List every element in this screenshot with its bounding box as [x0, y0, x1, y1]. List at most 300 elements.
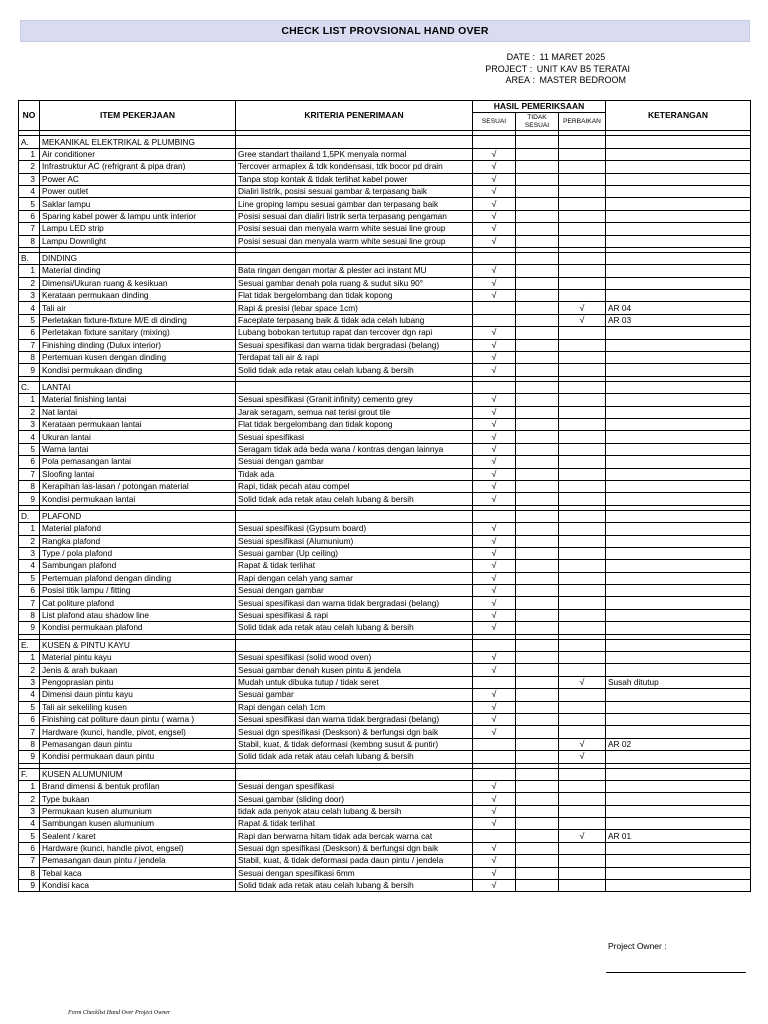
item-pekerjaan: Pengoprasian pintu — [40, 676, 236, 688]
keterangan — [606, 597, 751, 609]
document-meta — [430, 52, 630, 87]
check-tidak-sesuai — [516, 364, 559, 376]
check-sesuai: √ — [473, 585, 516, 597]
empty-cell — [606, 510, 751, 522]
item-pekerjaan: Kondisi permukaan dinding — [40, 364, 236, 376]
check-perbaikan — [559, 290, 606, 302]
kriteria-penerimaan: Sesuai spesifikasi (Alumunium) — [236, 535, 473, 547]
item-number: 4 — [19, 560, 40, 572]
item-number: 6 — [19, 327, 40, 339]
kriteria-penerimaan: Rapi & presisi (lebar space 1cm) — [236, 302, 473, 314]
item-pekerjaan: Type bukaan — [40, 793, 236, 805]
check-sesuai: √ — [473, 622, 516, 634]
empty-cell — [236, 510, 473, 522]
item-number: 4 — [19, 818, 40, 830]
check-sesuai: √ — [473, 805, 516, 817]
check-tidak-sesuai — [516, 210, 559, 222]
keterangan: AR 03 — [606, 314, 751, 326]
check-tidak-sesuai — [516, 480, 559, 492]
kriteria-penerimaan: Gree standart thailand 1,5PK menyala normal — [236, 148, 473, 160]
meta-row: DATE : 11 MARET 2025 — [430, 52, 630, 64]
check-sesuai: √ — [473, 185, 516, 197]
empty-cell — [473, 639, 516, 651]
item-pekerjaan: Nat lantai — [40, 406, 236, 418]
keterangan — [606, 664, 751, 676]
check-perbaikan — [559, 223, 606, 235]
check-sesuai: √ — [473, 406, 516, 418]
kriteria-penerimaan: Solid tidak ada retak atau celah lubang & bersih — [236, 493, 473, 505]
item-number: 7 — [19, 597, 40, 609]
item-number: 1 — [19, 652, 40, 664]
kriteria-penerimaan: Sesuai spesifikasi (Granit infinity) cemento grey — [236, 394, 473, 406]
keterangan — [606, 198, 751, 210]
check-sesuai: √ — [473, 290, 516, 302]
item-pekerjaan: Pola pemasangan lantai — [40, 456, 236, 468]
empty-cell — [473, 768, 516, 780]
section-letter: C. — [19, 381, 40, 393]
meta-row: PROJECT : UNIT KAV B5 TERATAI — [430, 64, 630, 76]
keterangan — [606, 701, 751, 713]
item-number: 4 — [19, 689, 40, 701]
keterangan — [606, 751, 751, 763]
check-sesuai — [473, 751, 516, 763]
item-number: 5 — [19, 701, 40, 713]
item-pekerjaan: Lampu Downlight — [40, 235, 236, 247]
check-tidak-sesuai — [516, 302, 559, 314]
check-sesuai: √ — [473, 235, 516, 247]
table-row — [19, 842, 751, 854]
table-row — [19, 302, 751, 314]
item-pekerjaan: Material dinding — [40, 265, 236, 277]
section-name: DINDING — [40, 252, 236, 264]
meta-row: AREA : MASTER BEDROOM — [430, 75, 630, 87]
keterangan — [606, 468, 751, 480]
table-row — [19, 585, 751, 597]
check-perbaikan — [559, 855, 606, 867]
item-number: 1 — [19, 148, 40, 160]
section-letter: B. — [19, 252, 40, 264]
check-perbaikan — [559, 265, 606, 277]
check-tidak-sesuai — [516, 535, 559, 547]
section-letter: A. — [19, 136, 40, 148]
kriteria-penerimaan: Stabil, kuat, & tidak deformasi pada daun pintu / jendela — [236, 855, 473, 867]
keterangan — [606, 689, 751, 701]
table-row — [19, 314, 751, 326]
item-pekerjaan: Air conditioner — [40, 148, 236, 160]
item-pekerjaan: Material pintu kayu — [40, 652, 236, 664]
check-tidak-sesuai — [516, 339, 559, 351]
check-perbaikan — [559, 277, 606, 289]
check-sesuai — [473, 738, 516, 750]
table-row — [19, 480, 751, 492]
kriteria-penerimaan: Sesuai gambar (sliding door) — [236, 793, 473, 805]
empty-cell — [559, 252, 606, 264]
check-perbaikan — [559, 842, 606, 854]
table-row — [19, 572, 751, 584]
table-row — [19, 855, 751, 867]
check-perbaikan — [559, 523, 606, 535]
check-tidak-sesuai — [516, 148, 559, 160]
table-row — [19, 185, 751, 197]
kriteria-penerimaan: Posisi sesuai dan menyala warm white sesuai line group — [236, 223, 473, 235]
kriteria-penerimaan: tidak ada penyok atau celah lubang & bersih — [236, 805, 473, 817]
check-perbaikan: √ — [559, 830, 606, 842]
item-number: 6 — [19, 210, 40, 222]
check-perbaikan — [559, 609, 606, 621]
item-number: 2 — [19, 277, 40, 289]
item-pekerjaan: Tali air sekeliling kusen — [40, 701, 236, 713]
table-row — [19, 173, 751, 185]
keterangan — [606, 622, 751, 634]
check-tidak-sesuai — [516, 560, 559, 572]
check-sesuai: √ — [473, 523, 516, 535]
item-number: 9 — [19, 493, 40, 505]
table-row — [19, 535, 751, 547]
kriteria-penerimaan: Sesuai spesifikasi dan warna tidak bergradasi (belang) — [236, 597, 473, 609]
item-number: 6 — [19, 842, 40, 854]
empty-cell — [606, 639, 751, 651]
table-row — [19, 880, 751, 892]
check-sesuai: √ — [473, 689, 516, 701]
check-perbaikan: √ — [559, 738, 606, 750]
item-number: 5 — [19, 198, 40, 210]
item-number: 8 — [19, 609, 40, 621]
check-tidak-sesuai — [516, 880, 559, 892]
kriteria-penerimaan: Tanpa stop kontak & tidak terlihat kabel power — [236, 173, 473, 185]
keterangan — [606, 867, 751, 879]
empty-cell — [559, 768, 606, 780]
kriteria-penerimaan: Lubang bobokan tertutup rapat dan tercover dgn rapi — [236, 327, 473, 339]
table-row — [19, 352, 751, 364]
item-number: 2 — [19, 535, 40, 547]
check-tidak-sesuai — [516, 161, 559, 173]
table-row — [19, 713, 751, 725]
empty-cell — [606, 136, 751, 148]
keterangan: AR 04 — [606, 302, 751, 314]
keterangan — [606, 805, 751, 817]
keterangan — [606, 493, 751, 505]
check-tidak-sesuai — [516, 805, 559, 817]
keterangan: AR 02 — [606, 738, 751, 750]
kriteria-penerimaan: Sesuai gambar (Up ceiling) — [236, 547, 473, 559]
check-perbaikan — [559, 210, 606, 222]
empty-cell — [516, 136, 559, 148]
table-row — [19, 751, 751, 763]
item-number: 9 — [19, 622, 40, 634]
item-pekerjaan: Permukaan kusen alumunium — [40, 805, 236, 817]
keterangan — [606, 364, 751, 376]
item-number: 1 — [19, 780, 40, 792]
item-number: 1 — [19, 394, 40, 406]
kriteria-penerimaan: Solid tidak ada retak atau celah lubang & bersih — [236, 751, 473, 763]
table-row — [19, 210, 751, 222]
check-sesuai: √ — [473, 339, 516, 351]
item-number: 2 — [19, 406, 40, 418]
item-number: 9 — [19, 880, 40, 892]
check-perbaikan — [559, 173, 606, 185]
item-number: 4 — [19, 431, 40, 443]
keterangan — [606, 185, 751, 197]
table-row — [19, 830, 751, 842]
empty-cell — [473, 381, 516, 393]
table-row — [19, 689, 751, 701]
check-tidak-sesuai — [516, 780, 559, 792]
checklist-body — [19, 131, 751, 892]
table-row — [19, 622, 751, 634]
kriteria-penerimaan: Faceplate terpasang baik & tidak ada celah lubang — [236, 314, 473, 326]
item-pekerjaan: Kondisi permukaan plafond — [40, 622, 236, 634]
document-title: CHECK LIST PROVSIONAL HAND OVER — [20, 20, 750, 42]
kriteria-penerimaan: Stabil, kuat, & tidak deformasi (kembng susut & puntir) — [236, 738, 473, 750]
kriteria-penerimaan: Line groping lampu sesuai gambar dan terpasang baik — [236, 198, 473, 210]
check-sesuai: √ — [473, 780, 516, 792]
item-number: 4 — [19, 302, 40, 314]
check-perbaikan — [559, 456, 606, 468]
check-sesuai — [473, 302, 516, 314]
meta-key: AREA — [505, 75, 530, 85]
check-sesuai: √ — [473, 713, 516, 725]
keterangan — [606, 535, 751, 547]
section-name: LANTAI — [40, 381, 236, 393]
keterangan — [606, 609, 751, 621]
item-pekerjaan: Type / pola plafond — [40, 547, 236, 559]
keterangan — [606, 327, 751, 339]
check-sesuai: √ — [473, 597, 516, 609]
check-tidak-sesuai — [516, 726, 559, 738]
check-perbaikan: √ — [559, 314, 606, 326]
kriteria-penerimaan: Sesuai gambar — [236, 689, 473, 701]
item-pekerjaan: Posisi titik lampu / fitting — [40, 585, 236, 597]
project-owner-label: Project Owner : — [608, 941, 667, 951]
check-tidak-sesuai — [516, 468, 559, 480]
section-header-row — [19, 136, 751, 148]
check-tidak-sesuai — [516, 597, 559, 609]
check-perbaikan — [559, 818, 606, 830]
item-number: 1 — [19, 523, 40, 535]
item-pekerjaan: List plafond atau shadow line — [40, 609, 236, 621]
section-header-row — [19, 252, 751, 264]
check-tidak-sesuai — [516, 609, 559, 621]
check-tidak-sesuai — [516, 652, 559, 664]
check-sesuai: √ — [473, 664, 516, 676]
keterangan — [606, 855, 751, 867]
kriteria-penerimaan: Bata ringan dengan mortar & plester aci instant MU — [236, 265, 473, 277]
section-name: MEKANIKAL ELEKTRIKAL & PLUMBING — [40, 136, 236, 148]
check-sesuai: √ — [473, 352, 516, 364]
table-row — [19, 468, 751, 480]
check-tidak-sesuai — [516, 713, 559, 725]
check-tidak-sesuai — [516, 185, 559, 197]
meta-key: DATE — [506, 52, 530, 62]
kriteria-penerimaan: Sesuai spesifikasi dan warna tidak bergradasi (belang) — [236, 713, 473, 725]
keterangan — [606, 793, 751, 805]
keterangan: AR 01 — [606, 830, 751, 842]
keterangan — [606, 394, 751, 406]
check-sesuai: √ — [473, 480, 516, 492]
check-perbaikan — [559, 406, 606, 418]
check-sesuai: √ — [473, 198, 516, 210]
header-tidak-sesuai: TIDAK SESUAI — [516, 113, 559, 131]
section-header-row — [19, 768, 751, 780]
check-sesuai: √ — [473, 880, 516, 892]
item-number: 2 — [19, 664, 40, 676]
meta-key: PROJECT — [485, 63, 528, 74]
item-pekerjaan: Kerapihan las-lasan / potongan material — [40, 480, 236, 492]
empty-cell — [516, 381, 559, 393]
item-pekerjaan: Perletakan fixture sanitary (mixing) — [40, 327, 236, 339]
item-pekerjaan: Sparing kabel power & lampu untk interior — [40, 210, 236, 222]
item-pekerjaan: Infrastruktur AC (refrigrant & pipa dran) — [40, 161, 236, 173]
check-tidak-sesuai — [516, 547, 559, 559]
kriteria-penerimaan: Posisi sesuai dan dialiri listrik serta terpasang pengaman — [236, 210, 473, 222]
header-keterangan: KETERANGAN — [606, 101, 751, 131]
check-perbaikan — [559, 339, 606, 351]
empty-cell — [559, 381, 606, 393]
kriteria-penerimaan: Flat tidak bergelombang dan tidak kopong — [236, 290, 473, 302]
check-perbaikan — [559, 185, 606, 197]
table-row — [19, 443, 751, 455]
empty-cell — [236, 639, 473, 651]
item-pekerjaan: Kondisi kaca — [40, 880, 236, 892]
kriteria-penerimaan: Jarak seragam, semua nat terisi grout tile — [236, 406, 473, 418]
item-pekerjaan: Rangka plafond — [40, 535, 236, 547]
empty-cell — [236, 381, 473, 393]
table-row — [19, 738, 751, 750]
check-tidak-sesuai — [516, 585, 559, 597]
item-number: 2 — [19, 161, 40, 173]
check-perbaikan — [559, 468, 606, 480]
item-number: 8 — [19, 352, 40, 364]
kriteria-penerimaan: Sesuai spesifikasi (Gypsum board) — [236, 523, 473, 535]
check-tidak-sesuai — [516, 394, 559, 406]
item-number: 5 — [19, 572, 40, 584]
check-sesuai: √ — [473, 652, 516, 664]
section-header-row — [19, 381, 751, 393]
check-sesuai: √ — [473, 173, 516, 185]
check-perbaikan — [559, 793, 606, 805]
item-pekerjaan: Finishing dinding (Dulux interior) — [40, 339, 236, 351]
check-perbaikan — [559, 597, 606, 609]
kriteria-penerimaan: Sesuai spesifikasi dan warna tidak bergradasi (belang) — [236, 339, 473, 351]
item-pekerjaan: Power outlet — [40, 185, 236, 197]
keterangan — [606, 726, 751, 738]
item-number: 7 — [19, 223, 40, 235]
item-number: 2 — [19, 793, 40, 805]
keterangan — [606, 418, 751, 430]
check-perbaikan — [559, 161, 606, 173]
kriteria-penerimaan: Mudah untuk dibuka tutup / tidak seret — [236, 676, 473, 688]
check-tidak-sesuai — [516, 235, 559, 247]
check-tidak-sesuai — [516, 830, 559, 842]
check-perbaikan — [559, 880, 606, 892]
check-sesuai: √ — [473, 364, 516, 376]
kriteria-penerimaan: Sesuai dengan spesifikasi — [236, 780, 473, 792]
check-perbaikan — [559, 431, 606, 443]
kriteria-penerimaan: Rapat & tidak terlihat — [236, 560, 473, 572]
item-number: 5 — [19, 443, 40, 455]
keterangan — [606, 265, 751, 277]
header-hasil-pemeriksaan: HASIL PEMERIKSAAN — [473, 101, 606, 113]
keterangan — [606, 406, 751, 418]
item-number: 6 — [19, 585, 40, 597]
kriteria-penerimaan: Tercover armaplex & tdk kondensasi, tdk bocor pd drain — [236, 161, 473, 173]
table-row — [19, 277, 751, 289]
item-pekerjaan: Cat politure plafond — [40, 597, 236, 609]
table-row — [19, 148, 751, 160]
item-pekerjaan: Finishing cat politure daun pintu ( warna ) — [40, 713, 236, 725]
item-number: 7 — [19, 855, 40, 867]
check-perbaikan — [559, 572, 606, 584]
item-number: 6 — [19, 713, 40, 725]
item-pekerjaan: Jenis & arah bukaan — [40, 664, 236, 676]
check-perbaikan — [559, 805, 606, 817]
kriteria-penerimaan: Solid tidak ada retak atau celah lubang & bersih — [236, 880, 473, 892]
empty-cell — [559, 136, 606, 148]
item-pekerjaan: Sambungan plafond — [40, 560, 236, 572]
check-tidak-sesuai — [516, 198, 559, 210]
keterangan — [606, 560, 751, 572]
keterangan — [606, 352, 751, 364]
check-tidak-sesuai — [516, 223, 559, 235]
empty-cell — [559, 639, 606, 651]
table-row — [19, 290, 751, 302]
keterangan — [606, 290, 751, 302]
table-row — [19, 609, 751, 621]
check-perbaikan — [559, 535, 606, 547]
keterangan: Susah ditutup — [606, 676, 751, 688]
empty-cell — [236, 136, 473, 148]
item-pekerjaan: Kondisi permukaan daun pintu — [40, 751, 236, 763]
item-pekerjaan: Ukuran lantai — [40, 431, 236, 443]
table-row — [19, 418, 751, 430]
table-row — [19, 726, 751, 738]
table-row — [19, 780, 751, 792]
item-pekerjaan: Power AC — [40, 173, 236, 185]
table-row — [19, 818, 751, 830]
item-pekerjaan: Pertemuan kusen dengan dinding — [40, 352, 236, 364]
item-pekerjaan: Warna lantai — [40, 443, 236, 455]
check-perbaikan — [559, 364, 606, 376]
section-letter: D. — [19, 510, 40, 522]
check-tidak-sesuai — [516, 314, 559, 326]
table-row — [19, 431, 751, 443]
header-sesuai: SESUAI — [473, 113, 516, 131]
meta-value: MASTER BEDROOM — [539, 75, 627, 85]
meta-value: 11 MARET 2025 — [539, 52, 606, 62]
item-number: 3 — [19, 290, 40, 302]
check-tidak-sesuai — [516, 855, 559, 867]
kriteria-penerimaan: Solid tidak ada retak atau celah lubang & bersih — [236, 622, 473, 634]
check-perbaikan — [559, 585, 606, 597]
check-tidak-sesuai — [516, 418, 559, 430]
check-tidak-sesuai — [516, 793, 559, 805]
check-perbaikan — [559, 493, 606, 505]
meta-value: UNIT KAV B5 TERATAI — [536, 63, 630, 74]
check-sesuai: √ — [473, 842, 516, 854]
form-footer: Form Checklist Hand Over Project Owner — [68, 1010, 171, 1016]
check-perbaikan — [559, 726, 606, 738]
keterangan — [606, 443, 751, 455]
check-tidak-sesuai — [516, 701, 559, 713]
check-perbaikan — [559, 867, 606, 879]
empty-cell — [473, 510, 516, 522]
keterangan — [606, 456, 751, 468]
item-pekerjaan: Kondisi permukaan lantai — [40, 493, 236, 505]
check-tidak-sesuai — [516, 676, 559, 688]
empty-cell — [559, 510, 606, 522]
check-tidak-sesuai — [516, 689, 559, 701]
check-tidak-sesuai — [516, 867, 559, 879]
